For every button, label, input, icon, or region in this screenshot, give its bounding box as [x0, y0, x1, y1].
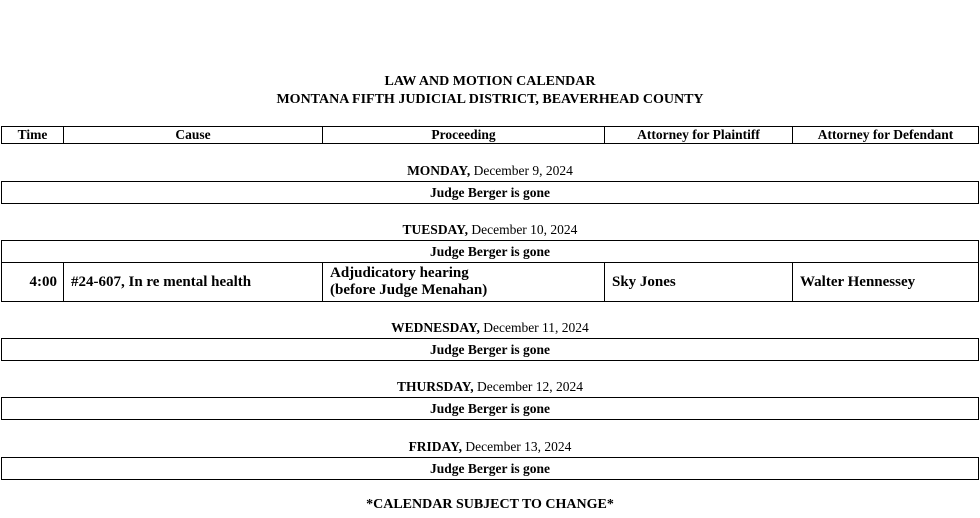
entry-attorney-plaintiff: Sky Jones: [605, 263, 793, 301]
day-date: December 10, 2024: [471, 222, 578, 237]
day-note-friday: Judge Berger is gone: [1, 457, 979, 480]
day-note-wednesday: Judge Berger is gone: [1, 338, 979, 361]
day-heading-wednesday: [0, 320, 980, 336]
entry-time: 4:00: [2, 263, 64, 301]
calendar-disclaimer: *CALENDAR SUBJECT TO CHANGE*: [366, 497, 614, 512]
day-date: December 12, 2024: [476, 379, 584, 394]
day-note-thursday: Judge Berger is gone: [1, 397, 979, 420]
document-title: LAW AND MOTION CALENDAR: [384, 74, 596, 89]
day-note-tuesday: Judge Berger is gone: [1, 240, 979, 263]
column-header-attorney-defendant: Attorney for Defendant: [817, 127, 954, 142]
entry-attorney-defendant: Walter Hennessey: [800, 273, 916, 290]
day-date: December 9, 2024: [473, 163, 573, 178]
day-weekday: TUESDAY,: [402, 222, 468, 237]
column-header-proceeding: Proceeding: [323, 127, 605, 143]
day-weekday: WEDNESDAY,: [391, 320, 480, 335]
column-header-time: Time: [2, 127, 64, 143]
entry-proceeding: [323, 263, 605, 301]
day-weekday: FRIDAY,: [408, 439, 462, 454]
entry-proceeding-line2: (before Judge Menahan): [330, 282, 488, 298]
day-heading-thursday: [0, 379, 980, 395]
entry-cause: #24-607, In re mental health: [64, 263, 323, 301]
day-note-monday: Judge Berger is gone: [1, 181, 979, 204]
day-heading-tuesday: [0, 222, 980, 238]
entry-proceeding-line1: Adjudicatory hearing: [330, 265, 469, 281]
day-date: December 13, 2024: [465, 439, 572, 454]
column-header-attorney-plaintiff: Attorney for Plaintiff: [605, 127, 793, 143]
day-heading-monday: [0, 163, 980, 179]
document-subtitle: MONTANA FIFTH JUDICIAL DISTRICT, BEAVERHEAD COUNTY: [276, 92, 704, 107]
day-date: December 11, 2024: [483, 320, 589, 335]
column-header-cause: Cause: [64, 127, 323, 143]
day-heading-friday: [0, 439, 980, 455]
table-row: [1, 263, 979, 302]
column-header-row: [1, 126, 979, 144]
day-weekday: THURSDAY,: [396, 379, 474, 394]
day-weekday: MONDAY,: [407, 163, 471, 178]
